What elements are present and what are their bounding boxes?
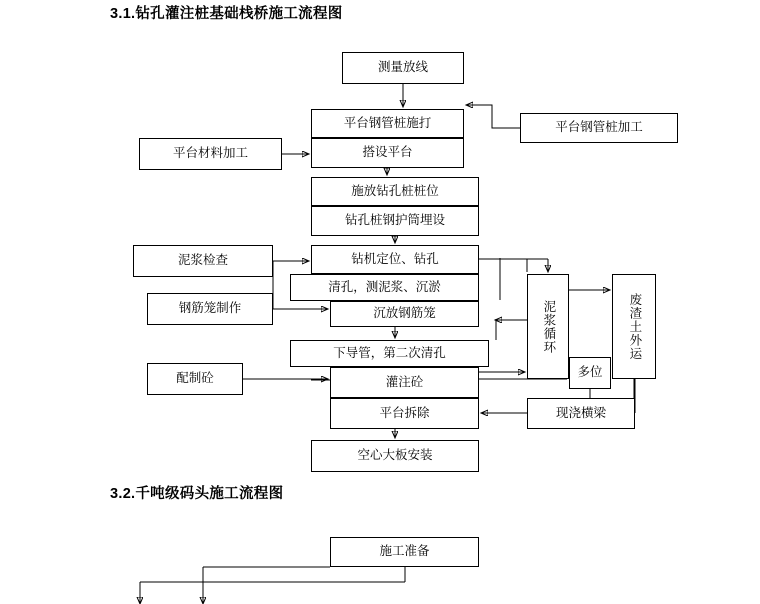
flow-node-rebar-cage-placement[interactable]: 沉放钢筋笼 [330, 301, 479, 327]
flow-node-pile-position-setout[interactable]: 施放钻孔桩桩位 [311, 177, 479, 206]
flow-node-rig-positioning-drilling[interactable]: 钻机定位、钻孔 [311, 245, 479, 274]
flow-node-hole-cleaning-mud-sediment-test[interactable]: 清孔，测泥浆、沉淤 [290, 274, 479, 301]
flow-node-waste-soil-transport[interactable]: 废渣土外运 [612, 274, 656, 379]
flow-node-platform-erection[interactable]: 搭设平台 [311, 138, 464, 168]
flow-node-steel-casing-embedding[interactable]: 钻孔桩钢护筒埋设 [311, 206, 479, 236]
flow-node-rebar-cage-fabrication[interactable]: 钢筋笼制作 [147, 293, 273, 325]
flow-node-concrete-pouring[interactable]: 灌注砼 [330, 367, 479, 398]
flow-node-platform-dismantling[interactable]: 平台拆除 [330, 398, 479, 429]
flow-node-cast-in-place-crossbeam[interactable]: 现浇横梁 [527, 398, 635, 429]
page-title-section-3-2: 3.2.千吨级码头施工流程图 [110, 486, 284, 502]
flow-node-multi-position[interactable]: 多位 [569, 357, 611, 389]
flow-node-concrete-mixing[interactable]: 配制砼 [147, 363, 243, 395]
flow-node-platform-material-processing[interactable]: 平台材料加工 [139, 138, 282, 170]
page-title-section-3-1: 3.1.钻孔灌注桩基础栈桥施工流程图 [110, 6, 343, 22]
flow-node-tremie-second-hole-cleaning[interactable]: 下导管，第二次清孔 [290, 340, 489, 367]
flow-node-hollow-slab-installation[interactable]: 空心大板安装 [311, 440, 479, 472]
flow-node-mud-inspection[interactable]: 泥浆检查 [133, 245, 273, 277]
flow-node-platform-pile-driving[interactable]: 平台钢管桩施打 [311, 109, 464, 138]
flow-node-construction-preparation[interactable]: 施工准备 [330, 537, 479, 567]
flow-node-mud-circulation[interactable]: 泥浆循环 [527, 274, 569, 379]
flow-node-platform-steel-pipe-pile-fabrication[interactable]: 平台钢管桩加工 [520, 113, 678, 143]
flow-node-measurement-layout[interactable]: 测量放线 [342, 52, 464, 84]
